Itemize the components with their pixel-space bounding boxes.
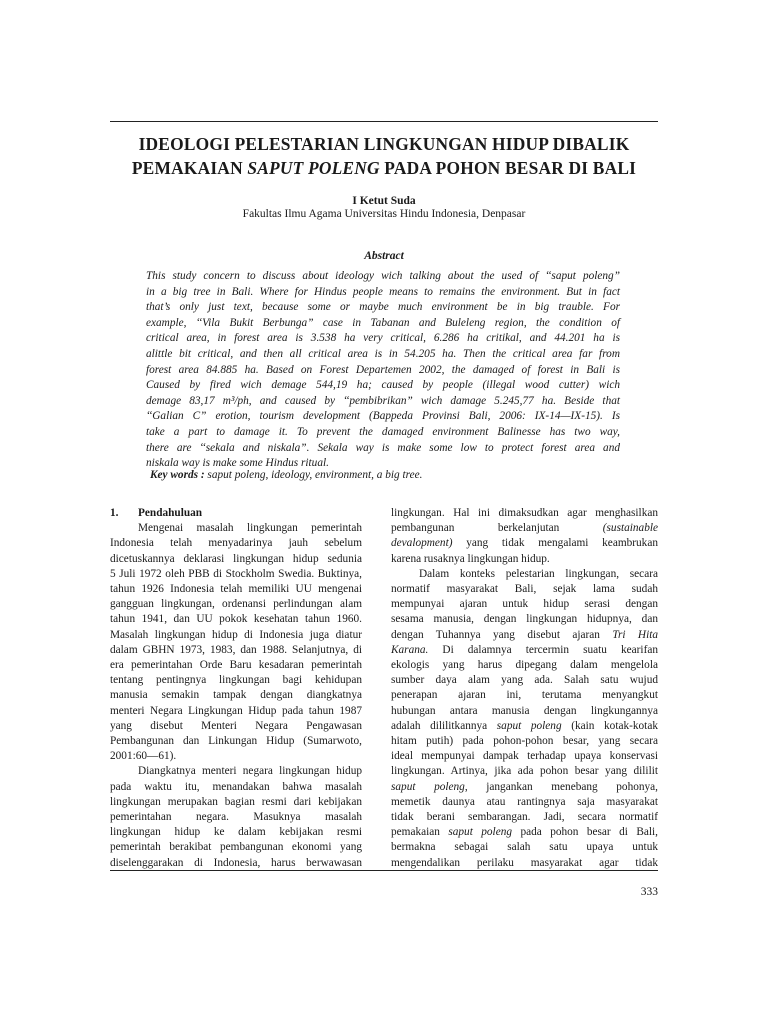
- abstract-body: [146, 269, 620, 472]
- body-line: tahun 1926 Indonesia telah memiliki UU mengenai: [110, 583, 362, 596]
- body-line: lingkungan. Artinya, jika ada pohon besar yang dililit: [391, 765, 658, 778]
- body-line: [391, 643, 658, 658]
- abstract-line: demage 83,17 m³/ph, and caused by ‘‘pembibrikan” wich damage 5.245,77 ha. Beside that: [146, 394, 620, 407]
- body-line: pemerintah berakibat pembangunan ekonomi yang: [110, 841, 362, 854]
- abstract-line: take a part to damage it. To prevent the damaged environment Balinesse has two way,: [146, 425, 620, 438]
- body-line: pada waktu itu, menandakan bahwa masalah: [110, 780, 362, 793]
- body-line: lingkungan. Hal ini dimaksudkan agar menghasilkan: [391, 507, 658, 519]
- text-run-italic: devalopment): [391, 537, 453, 550]
- abstract-line: there are ‘‘sekala and niskala”. Sekala way is make some low to protect forest area and: [146, 441, 620, 454]
- body-line: normatif masyarakat Bali, sejak lama sudah: [391, 583, 658, 596]
- body-line: sumber daya alam yang ada. Salah satu wujud: [391, 674, 658, 687]
- body-line: penerapan ajaran ini, terutama menyangkut: [391, 689, 658, 702]
- body-line: Mengenai masalah lingkungan pemerintah: [138, 522, 362, 535]
- body-line: Diangkatnya menteri negara lingkungan hidup: [138, 765, 362, 778]
- abstract-line: in a big tree in Bali. Where for Hindus people means to remains the environment. But in fact: [146, 285, 620, 298]
- body-line: gangguan lingkungan, ordenansi perlindungan alam: [110, 598, 362, 611]
- body-line: sesama manusia, dengan lingkungan hidupnya, dan: [391, 613, 658, 626]
- text-run: pada pohon besar di Bali,: [512, 826, 658, 839]
- body-line: yang disebut Menteri Negara Pengawasan: [110, 719, 362, 732]
- text-run-italic: saput poleng: [496, 719, 562, 732]
- text-run-italic: (sustainable: [602, 522, 658, 535]
- text-run-italic: saput poleng: [391, 780, 465, 793]
- body-line: karena rusaknya lingkungan hidup.: [391, 552, 550, 565]
- abstract-line: that’s only just text, because some or maybe much environment be in big trauble. For: [146, 301, 620, 314]
- body-line: Indonesia telah menyadarinya jauh sebelum: [110, 537, 362, 550]
- keywords: [150, 468, 624, 484]
- body-line: diselenggarakan di Indonesia, harus berwawasan: [110, 856, 362, 869]
- abstract-line: critical area, in forest area is 3.538 ha very critical, 6.286 ha critikal, and 44.201 ha is: [146, 332, 620, 345]
- title-line-1: IDEOLOGI PELESTARIAN LINGKUNGAN HIDUP DIBALIK: [138, 134, 630, 154]
- abstract-line: niskala way is make some Hindus ritual.: [146, 457, 329, 470]
- title-line-2-post: PADA POHON BESAR DI BALI: [379, 158, 637, 178]
- body-line: [391, 825, 658, 840]
- abstract-line: ‘‘Galian C” erotion, tourism development (Bappeda Provinsi Bali, 2006: IX-14—IX-15). Is: [146, 410, 620, 423]
- abstract-line: This study concern to discuss about ideology wich talking about the used of ‘‘saput poleng”: [146, 270, 620, 282]
- body-line: mengendalikan perilaku masyarakat agar tidak: [391, 856, 658, 869]
- text-run: (kain kotak-kotak: [561, 719, 658, 732]
- body-line: Pembangunan dan Linkungan Hidup (Sumarwoto,: [110, 735, 362, 748]
- body-line: dicetuskannya deklarasi lingkungan hidup sedunia: [110, 552, 362, 565]
- body-line: Masalah lingkungan hidup di Indonesia juga diatur: [110, 628, 362, 641]
- abstract-line: example, ‘‘Vila Bukit Berbunga” case in Tabanan and Buleleng region, the condition of: [146, 316, 620, 329]
- body-line: menteri Negara Lingkungan Hidup pada tahun 1987: [110, 704, 362, 717]
- text-run: , jangankan menebang pohonya,: [464, 780, 658, 793]
- body-line: lingkungan merupakan bagian resmi dari kebijakan: [110, 795, 362, 808]
- body-line: hitam putih) pada pohon-pohon besar, yang secara: [391, 735, 658, 748]
- text-run-italic: Karana.: [391, 643, 429, 656]
- text-run-italic: saput poleng: [448, 826, 513, 839]
- author-affiliation: Fakultas Ilmu Agama Universitas Hindu Indonesia, Denpasar: [242, 208, 526, 220]
- body-line: [391, 719, 658, 734]
- body-line: hubungan antara manusia dengan lingkungannya: [391, 704, 658, 717]
- body-line: era pemerintahan Orde Baru kesadaran pemerintah: [110, 659, 362, 672]
- text-run: pembangunan berkelanjutan: [391, 522, 603, 535]
- body-line: pemerintahan negara. Masuknya masalah: [110, 811, 362, 824]
- body-line: 5 Juli 1972 oleh PBB di Stockholm Swedia. Buktinya,: [110, 567, 362, 580]
- body-line: tentang pentingnya lingkungan bagi kehidupan: [110, 674, 362, 687]
- paper-title: [110, 132, 658, 180]
- body-line: ideal mempunyai dampak terhadap upaya konservasi: [391, 750, 658, 763]
- abstract-heading: Abstract: [364, 250, 404, 262]
- body-line: bermakna sebagai salah satu upaya untuk: [391, 841, 658, 854]
- text-run: adalah dililitkannya: [391, 719, 497, 732]
- abstract-line: alittle bit critical, and then all critical area is in 54.205 ha. Then the critical area far from: [146, 347, 620, 360]
- body-line: [391, 628, 658, 643]
- body-line: [391, 780, 658, 795]
- text-run-italic: Tri Hita: [612, 628, 658, 641]
- keywords-text: saput poleng, ideology, environment, a big tree.: [204, 469, 423, 481]
- bottom-rule: [110, 870, 658, 871]
- section-number: 1.: [110, 507, 119, 519]
- body-line: Dalam konteks pelestarian lingkungan, secara: [419, 567, 658, 580]
- left-column: [110, 506, 362, 871]
- body-line: [391, 521, 658, 536]
- body-line: tahun 1941, dan UU pokok kesehatan tahun 1960.: [110, 613, 362, 626]
- body-line: 2001:60—61).: [110, 750, 177, 763]
- section-title: Pendahuluan: [138, 507, 203, 519]
- page-number: 333: [640, 886, 658, 898]
- body-line: lingkungan hidup ke dalam kebijakan resmi: [110, 826, 362, 839]
- right-column: [391, 506, 658, 871]
- keywords-label: Key words :: [150, 469, 205, 481]
- author-name: I Ketut Suda: [352, 195, 416, 207]
- text-run: Di dalamnya tercermin suatu kearifan: [428, 643, 658, 656]
- title-line-2-italic: SAPUT POLENG: [247, 158, 380, 178]
- text-run: dengan Tuhannya yang disebut ajaran: [391, 628, 613, 641]
- top-rule: [110, 121, 658, 122]
- abstract-line: forest area 84.885 ha. Based on Forest Departemen 2002, the damaged of forest in Bali is: [146, 363, 620, 376]
- body-line: manusia semakin tampak dengan diangkatnya: [110, 689, 362, 702]
- title-line-2-pre: PEMAKAIAN: [131, 158, 248, 178]
- body-line: dalam GBHN 1973, 1983, dan 1988. Selanjutnya, di: [110, 643, 362, 656]
- body-line: [391, 536, 658, 551]
- body-line: mempunyai ajaran untuk hidup serasi dengan: [391, 598, 658, 611]
- abstract-line: Caused by fired wich demage 544,19 ha; caused by people (illegal wood cutter) wich: [146, 379, 620, 392]
- title-line-2: [110, 156, 658, 180]
- text-run: yang tidak mengalami keambrukan: [452, 537, 658, 550]
- body-line: memetik daunya atau rantingnya saja masyarakat: [391, 795, 658, 808]
- section-heading: [110, 506, 362, 521]
- body-line: tidak berani sembarangan. Jadi, secara normatif: [391, 811, 658, 824]
- body-line: ekologis yang harus dipegang dalam mengelola: [391, 659, 658, 672]
- text-run: pemakaian: [391, 826, 449, 839]
